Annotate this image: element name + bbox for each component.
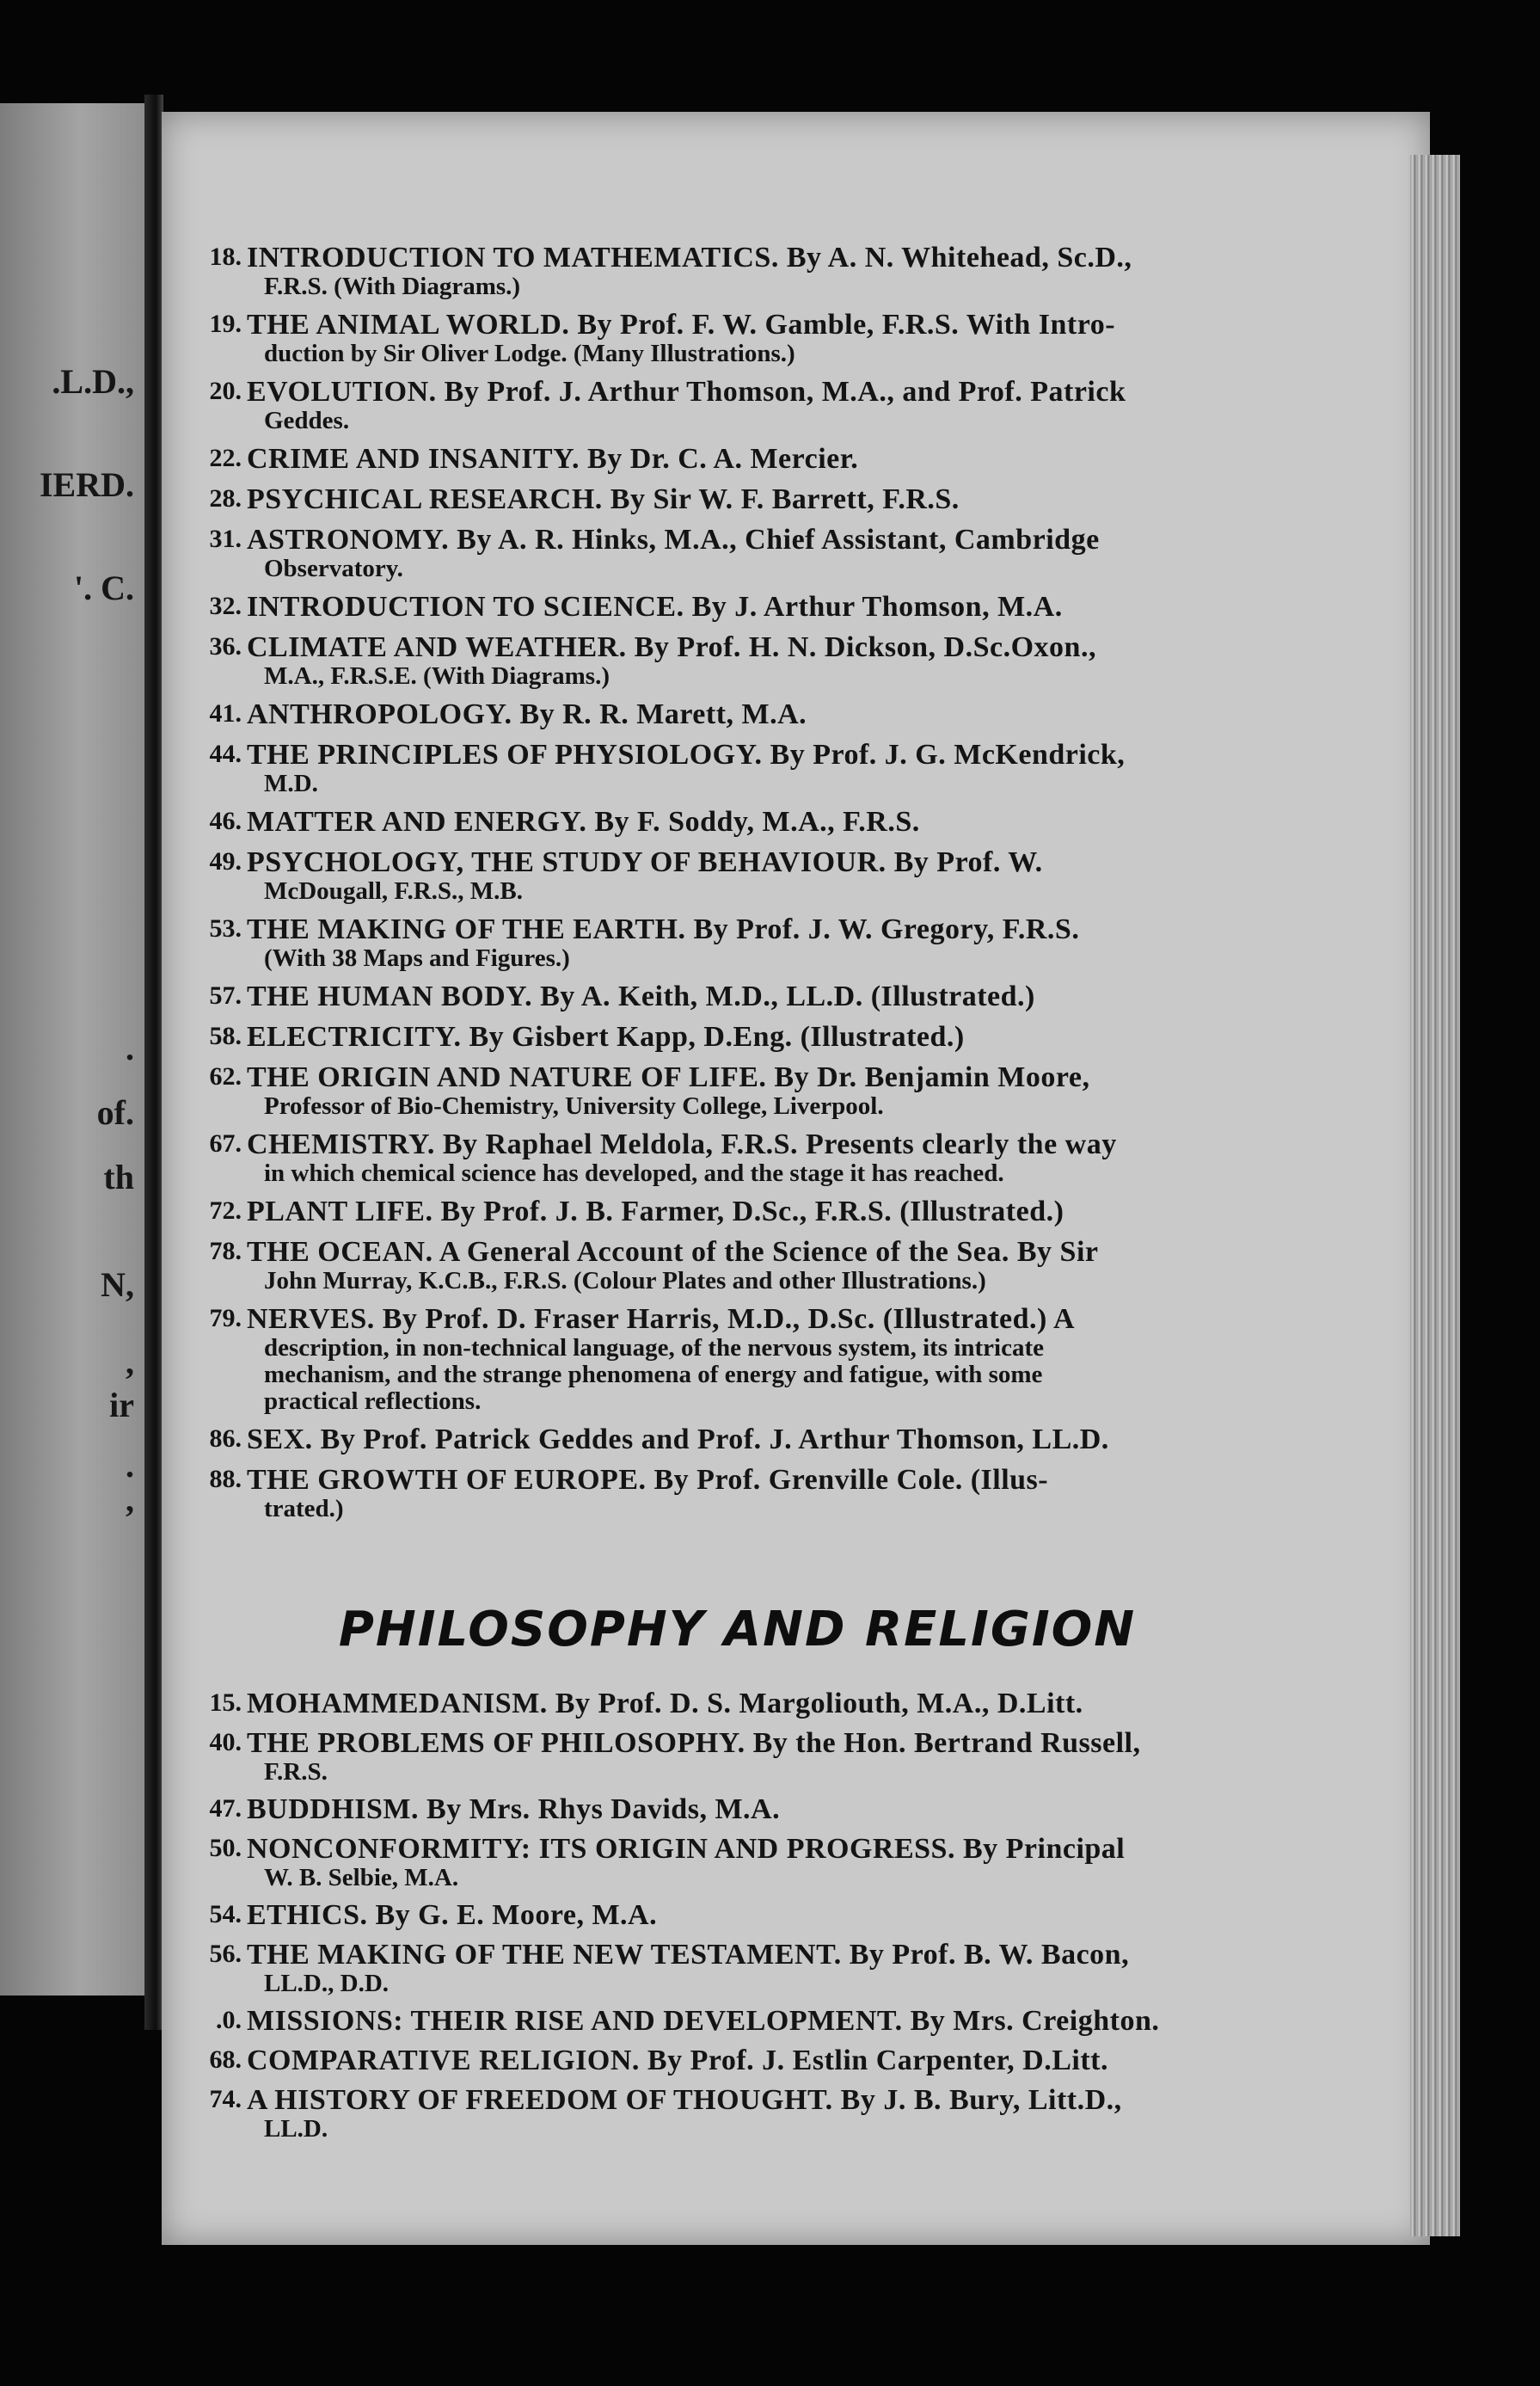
entry-title-line: CRIME AND INSANITY. By Dr. C. A. Mercier. <box>247 443 859 475</box>
entry-continuation-line: mechanism, and the strange phenomena of energy and fatigue, with some <box>264 1361 1043 1388</box>
fragment: th <box>103 1158 134 1196</box>
entry-title-line: SEX. By Prof. Patrick Geddes and Prof. J. Arthur Thomson, LL.D. <box>247 1424 1109 1455</box>
fragment: .L.D., <box>52 362 134 401</box>
fragment: IERD. <box>39 465 134 504</box>
fragment: , <box>126 1343 134 1381</box>
list-item <box>193 243 1281 300</box>
fragment: N, <box>101 1265 134 1304</box>
list-item <box>193 914 1281 972</box>
list-item <box>193 444 1281 475</box>
entry-number: 20. <box>209 377 242 405</box>
fragment: , <box>126 1480 134 1519</box>
list-item <box>193 592 1281 623</box>
entry-title-line: INTRODUCTION TO SCIENCE. By J. Arthur Thomson, M.A. <box>247 591 1063 623</box>
list-item <box>193 2045 1281 2076</box>
entry-number: 68. <box>209 2045 242 2074</box>
list-item <box>193 1940 1281 1997</box>
entry-number: 79. <box>209 1304 242 1332</box>
entry-title-line: A HISTORY OF FREEDOM OF THOUGHT. By J. B. Bury, Litt.D., <box>247 2084 1122 2116</box>
entry-title-line: THE PROBLEMS OF PHILOSOPHY. By the Hon. Bertrand Russell, <box>247 1727 1141 1759</box>
entry-title-line: CHEMISTRY. By Raphael Meldola, F.R.S. Presents clearly the way <box>247 1128 1117 1160</box>
list-item <box>193 1834 1281 1891</box>
entry-number: 57. <box>209 981 242 1010</box>
entry-number: 47. <box>209 1794 242 1823</box>
entry-number: 58. <box>209 1022 242 1050</box>
entry-number: .0. <box>216 2006 242 2034</box>
entry-continuation-line: trated.) <box>264 1495 344 1522</box>
entry-title-line: MOHAMMEDANISM. By Prof. D. S. Margoliouth, M.A., D.Litt. <box>247 1688 1083 1719</box>
entry-number: 86. <box>209 1424 242 1453</box>
entry-continuation-line: John Murray, K.C.B., F.R.S. (Colour Plates and other Illustrations.) <box>264 1267 986 1294</box>
entry-number: 49. <box>209 847 242 876</box>
entry-continuation-line: M.A., F.R.S.E. (With Diagrams.) <box>264 662 610 690</box>
entry-title-line: NERVES. By Prof. D. Fraser Harris, M.D., D.Sc. (Illustrated.) A <box>247 1303 1076 1335</box>
entry-continuation-line: duction by Sir Oliver Lodge. (Many Illustrations.) <box>264 340 795 367</box>
list-item <box>193 1424 1281 1455</box>
entry-number: 22. <box>209 444 242 472</box>
entry-title-line: ELECTRICITY. By Gisbert Kapp, D.Eng. (Illustrated.) <box>247 1021 965 1053</box>
philosophy-list <box>193 1688 1281 2143</box>
entry-title-line: NONCONFORMITY: ITS ORIGIN AND PROGRESS. By Principal <box>247 1833 1126 1865</box>
list-item <box>193 1304 1281 1415</box>
entry-title-line: THE OCEAN. A General Account of the Science of the Sea. By Sir <box>247 1236 1099 1268</box>
entry-title-line: COMPARATIVE RELIGION. By Prof. J. Estlin Carpenter, D.Litt. <box>247 2045 1108 2076</box>
entry-number: 32. <box>209 592 242 620</box>
entry-title-line: MATTER AND ENERGY. By F. Soddy, M.A., F.R.S. <box>247 806 920 838</box>
entry-continuation-line: Geddes. <box>264 407 350 434</box>
entry-title-line: THE MAKING OF THE NEW TESTAMENT. By Prof. B. W. Bacon, <box>247 1939 1130 1971</box>
list-item <box>193 1062 1281 1120</box>
list-item <box>193 807 1281 838</box>
page-content <box>193 243 1281 2151</box>
list-item <box>193 1465 1281 1522</box>
fragment: ir <box>109 1386 134 1424</box>
entry-title-line: THE GROWTH OF EUROPE. By Prof. Grenville Cole. (Illus- <box>247 1464 1049 1496</box>
entry-title-line: ETHICS. By G. E. Moore, M.A. <box>247 1899 658 1931</box>
list-item <box>193 740 1281 797</box>
entry-number: 44. <box>209 740 242 768</box>
entry-title-line: THE ANIMAL WORLD. By Prof. F. W. Gamble, F.R.S. With Intro- <box>247 309 1116 341</box>
book-gutter <box>144 95 163 2030</box>
entry-continuation-line: description, in non-technical language, of the nervous system, its intricate <box>264 1334 1045 1362</box>
list-item <box>193 1728 1281 1786</box>
list-item <box>193 632 1281 690</box>
entry-number: 41. <box>209 699 242 728</box>
entry-number: 62. <box>209 1062 242 1091</box>
entry-number: 78. <box>209 1237 242 1265</box>
list-item <box>193 1129 1281 1187</box>
entry-number: 40. <box>209 1728 242 1756</box>
entry-continuation-line: Professor of Bio-Chemistry, University College, Liverpool. <box>264 1092 884 1120</box>
entry-number: 88. <box>209 1465 242 1493</box>
entry-title-line: THE MAKING OF THE EARTH. By Prof. J. W. Gregory, F.R.S. <box>247 913 1080 945</box>
list-item <box>193 847 1281 905</box>
entry-title-line: BUDDHISM. By Mrs. Rhys Davids, M.A. <box>247 1793 781 1825</box>
entry-continuation-line: (With 38 Maps and Figures.) <box>264 944 570 972</box>
entry-number: 19. <box>209 310 242 338</box>
entry-title-line: THE PRINCIPLES OF PHYSIOLOGY. By Prof. J. G. McKendrick, <box>247 739 1126 771</box>
entry-continuation-line: in which chemical science has developed, and the stage it has reached. <box>264 1159 1004 1187</box>
entry-number: 56. <box>209 1940 242 1968</box>
entry-title-line: THE HUMAN BODY. By A. Keith, M.D., LL.D. (Illustrated.) <box>247 981 1035 1012</box>
entry-title-line: ANTHROPOLOGY. By R. R. Marett, M.A. <box>247 698 807 730</box>
entry-title-line: INTRODUCTION TO MATHEMATICS. By A. N. Whitehead, Sc.D., <box>247 242 1132 274</box>
section-heading: PHILOSOPHY AND RELIGION <box>338 1602 1137 1657</box>
list-item <box>193 699 1281 730</box>
entry-continuation-line: Observatory. <box>264 555 403 582</box>
science-list <box>193 243 1281 1522</box>
entry-continuation-line: LL.D. <box>264 2115 328 2143</box>
entry-title-line: CLIMATE AND WEATHER. By Prof. H. N. Dickson, D.Sc.Oxon., <box>247 631 1096 663</box>
page-edges <box>1410 155 1460 2236</box>
entry-number: 28. <box>209 484 242 513</box>
list-item <box>193 1900 1281 1931</box>
entry-continuation-line: F.R.S. <box>264 1758 328 1786</box>
entry-title-line: ASTRONOMY. By A. R. Hinks, M.A., Chief Assistant, Cambridge <box>247 524 1100 556</box>
entry-number: 74. <box>209 2085 242 2113</box>
entry-number: 36. <box>209 632 242 661</box>
entry-continuation-line: F.R.S. (With Diagrams.) <box>264 273 521 300</box>
entry-number: 15. <box>209 1688 242 1717</box>
entry-number: 67. <box>209 1129 242 1158</box>
entry-number: 50. <box>209 1834 242 1862</box>
list-item <box>193 310 1281 367</box>
list-item <box>193 1022 1281 1053</box>
entry-number: 31. <box>209 525 242 553</box>
entry-title-line: PSYCHOLOGY, THE STUDY OF BEHAVIOUR. By Prof. W. <box>247 846 1043 878</box>
entry-continuation-line: practical reflections. <box>264 1387 482 1415</box>
list-item <box>193 1237 1281 1294</box>
list-item <box>193 2085 1281 2143</box>
list-item <box>193 377 1281 434</box>
entry-continuation-line: McDougall, F.R.S., M.B. <box>264 877 524 905</box>
entry-number: 72. <box>209 1196 242 1225</box>
entry-title-line: PLANT LIFE. By Prof. J. B. Farmer, D.Sc., F.R.S. (Illustrated.) <box>247 1196 1065 1227</box>
previous-page-edge <box>0 103 146 1996</box>
list-item <box>193 1196 1281 1227</box>
entry-title-line: PSYCHICAL RESEARCH. By Sir W. F. Barrett, F.R.S. <box>247 483 960 515</box>
list-item <box>193 2006 1281 2037</box>
entry-title-line: MISSIONS: THEIR RISE AND DEVELOPMENT. By Mrs. Creighton. <box>247 2005 1160 2037</box>
entry-title-line: EVOLUTION. By Prof. J. Arthur Thomson, M.A., and Prof. Patrick <box>247 376 1126 408</box>
entry-number: 53. <box>209 914 242 943</box>
fragment: . <box>126 1446 134 1485</box>
list-item <box>193 525 1281 582</box>
fragment: '. C. <box>74 569 134 607</box>
list-item <box>193 1688 1281 1719</box>
list-item <box>193 1794 1281 1825</box>
list-item <box>193 484 1281 515</box>
entry-continuation-line: M.D. <box>264 770 318 797</box>
entry-number: 46. <box>209 807 242 835</box>
entry-number: 54. <box>209 1900 242 1928</box>
entry-continuation-line: LL.D., D.D. <box>264 1970 390 1997</box>
entry-number: 18. <box>209 243 242 271</box>
entry-title-line: THE ORIGIN AND NATURE OF LIFE. By Dr. Benjamin Moore, <box>247 1061 1090 1093</box>
fragment: of. <box>96 1093 134 1132</box>
list-item <box>193 981 1281 1012</box>
fragment: . <box>126 1029 134 1067</box>
entry-continuation-line: W. B. Selbie, M.A. <box>264 1864 459 1891</box>
